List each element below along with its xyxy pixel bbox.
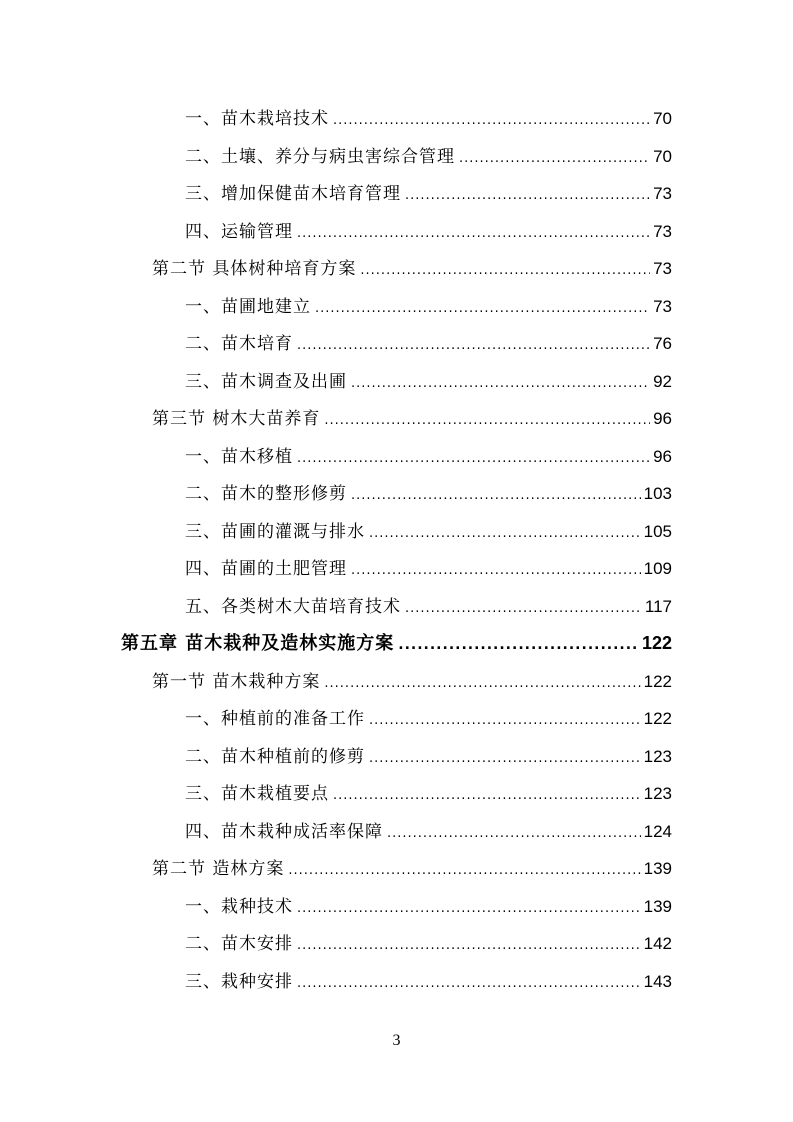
page-number: 3 (392, 1032, 401, 1049)
toc-entry[interactable] (0, 813, 793, 851)
toc-entry-page: 76 (653, 334, 672, 353)
toc-entry-page: 142 (643, 934, 672, 953)
toc-dot-leader (315, 290, 650, 328)
toc-dot-leader (297, 215, 650, 253)
toc-entry-title: 三、苗圃的灌溉与排水 (185, 521, 365, 542)
toc-section-entry[interactable] (0, 400, 793, 438)
toc-entry-title: 第二节 具体树种培育方案 (152, 259, 357, 279)
toc-entry-page: 122 (643, 671, 672, 691)
toc-dot-leader (351, 477, 641, 515)
toc-section-entry[interactable] (0, 663, 793, 701)
toc-entry-title: 一、苗木移植 (185, 446, 293, 467)
toc-dot-leader (369, 515, 641, 553)
toc-dot-leader (351, 552, 641, 590)
toc-dot-leader (351, 365, 650, 403)
toc-entry[interactable] (0, 138, 793, 176)
toc-entry-page: 96 (653, 446, 672, 466)
toc-entry-page: 105 (643, 521, 672, 541)
toc-entry-title: 五、各类树木大苗培育技术 (185, 596, 401, 617)
toc-dot-leader (369, 740, 641, 778)
toc-entry-title: 二、苗木种植前的修剪 (185, 746, 365, 767)
toc-entry-page: 139 (643, 859, 672, 878)
toc-entry[interactable] (0, 475, 793, 513)
toc-entry-title: 第三节 树木大苗养育 (152, 409, 321, 429)
toc-entry-title: 二、苗木培育 (185, 334, 293, 354)
toc-entry-title: 三、栽种安排 (185, 971, 293, 992)
toc-dot-leader (360, 252, 650, 290)
toc-dot-leader (324, 665, 640, 703)
toc-entry-title: 第一节 苗木栽种方案 (152, 671, 321, 692)
toc-entry-page: 122 (641, 633, 672, 653)
toc-entry-page: 123 (643, 746, 672, 766)
toc-entry-page: 103 (643, 484, 672, 503)
toc-dot-leader (297, 327, 650, 365)
toc-entry-page: 139 (643, 896, 672, 916)
toc-entry[interactable] (0, 888, 793, 926)
toc-entry-page: 123 (643, 784, 672, 803)
toc-entry[interactable] (0, 775, 793, 813)
toc-dot-leader (297, 927, 641, 965)
toc-entry-page: 124 (643, 821, 672, 841)
toc-entry[interactable] (0, 213, 793, 251)
toc-section-entry[interactable] (0, 250, 793, 288)
toc-entry[interactable] (0, 550, 793, 588)
toc-entry-page: 70 (653, 146, 672, 166)
toc-entry[interactable] (0, 325, 793, 363)
toc-entry-page: 109 (643, 559, 672, 578)
toc-dot-leader (459, 140, 650, 178)
toc-entry-page: 73 (653, 221, 672, 241)
toc-dot-leader (297, 440, 650, 478)
toc-entry-title: 二、土壤、养分与病虫害综合管理 (185, 146, 455, 167)
toc-dot-leader (405, 177, 650, 215)
toc-dot-leader (333, 777, 641, 815)
toc-entry-title: 一、栽种技术 (185, 896, 293, 917)
toc-entry-title: 二、苗木安排 (185, 934, 293, 954)
toc-entry-title: 第五章 苗木栽种及造林实施方案 (121, 633, 395, 654)
toc-entry[interactable] (0, 925, 793, 963)
toc-entry-page: 92 (653, 371, 672, 391)
toc-dot-leader (398, 627, 639, 665)
toc-entry-title: 三、苗木栽植要点 (185, 784, 329, 804)
toc-entry-page: 143 (643, 971, 672, 991)
toc-entry[interactable] (0, 700, 793, 738)
toc-entry-page: 122 (643, 709, 672, 728)
toc-entry[interactable] (0, 513, 793, 551)
toc-entry-title: 一、苗圃地建立 (185, 296, 311, 317)
toc-entry-title: 第二节 造林方案 (152, 859, 285, 879)
toc-entry-title: 一、苗木栽培技术 (185, 109, 329, 129)
toc-entry-page: 117 (644, 596, 672, 616)
toc-dot-leader (297, 890, 641, 928)
toc-entry-page: 73 (653, 296, 672, 316)
toc-entry[interactable] (0, 738, 793, 776)
toc-entry-title: 三、增加保健苗木培育管理 (185, 184, 401, 204)
toc-entry[interactable] (0, 175, 793, 213)
toc-dot-leader (369, 702, 641, 740)
toc-entry-page: 70 (653, 109, 672, 128)
table-of-contents (0, 100, 793, 1000)
toc-section-entry[interactable] (0, 850, 793, 888)
toc-dot-leader (288, 852, 640, 890)
toc-entry[interactable] (0, 288, 793, 326)
toc-entry[interactable] (0, 363, 793, 401)
toc-entry-title: 四、运输管理 (185, 221, 293, 242)
toc-entry[interactable] (0, 438, 793, 476)
toc-entry[interactable] (0, 588, 793, 626)
toc-entry-title: 一、种植前的准备工作 (185, 709, 365, 729)
toc-entry[interactable] (0, 963, 793, 1001)
toc-entry-title: 四、苗圃的土肥管理 (185, 559, 347, 579)
toc-entry-page: 73 (653, 184, 672, 203)
toc-dot-leader (405, 590, 642, 628)
toc-dot-leader (387, 815, 641, 853)
toc-dot-leader (333, 102, 650, 140)
toc-entry-title: 二、苗木的整形修剪 (185, 484, 347, 504)
toc-entry-title: 四、苗木栽种成活率保障 (185, 821, 383, 842)
toc-dot-leader (324, 402, 650, 440)
toc-entry-page: 96 (653, 409, 672, 428)
toc-entry[interactable] (0, 100, 793, 138)
toc-entry-title: 三、苗木调查及出圃 (185, 371, 347, 392)
toc-chapter-entry[interactable] (0, 625, 793, 663)
toc-dot-leader (297, 965, 641, 1003)
toc-entry-page: 73 (653, 259, 672, 278)
